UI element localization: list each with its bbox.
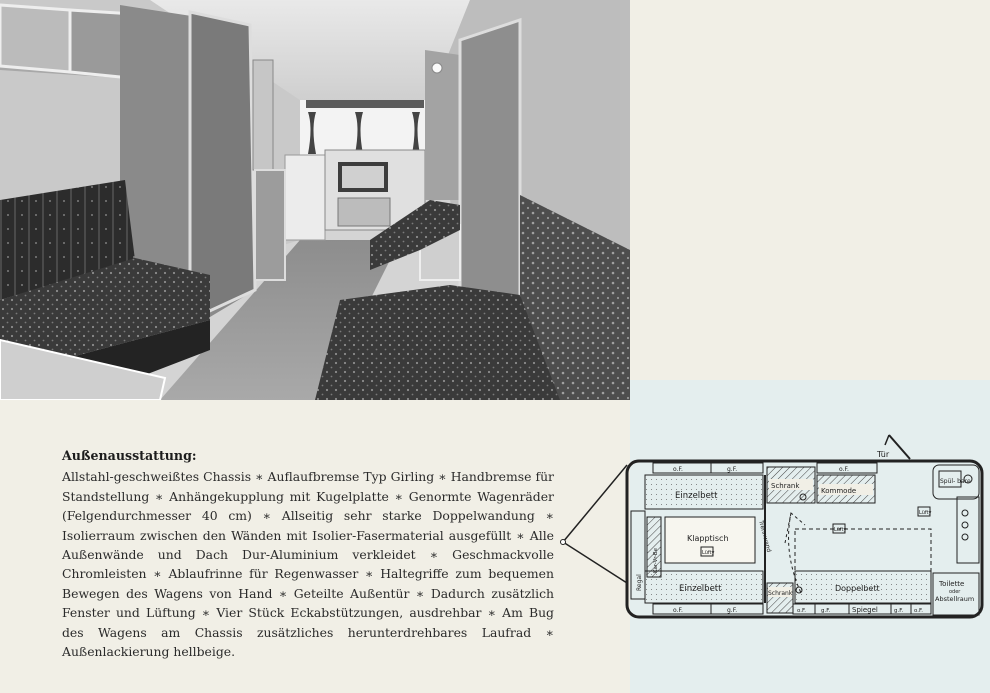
exterior-features-section bbox=[62, 446, 554, 661]
bottom-glass-2: g.F. bbox=[821, 608, 831, 614]
bottom-upper-cabinet-1: o.F. bbox=[673, 607, 683, 614]
mirror-label: Spiegel bbox=[852, 606, 878, 614]
top-upper-cabinet-1: o.F. bbox=[673, 466, 683, 473]
section-heading: Außenausstattung: bbox=[62, 448, 197, 463]
vent-label-3: Lüfty bbox=[702, 550, 715, 556]
top-glass-1: g.F. bbox=[727, 466, 738, 473]
shelf-label: Regal bbox=[636, 574, 643, 591]
single-bed-top-label: Einzelbett bbox=[675, 491, 718, 501]
door-leaf bbox=[889, 435, 910, 459]
sink-label: Spül- bare bbox=[940, 478, 971, 485]
wardrobe-bottom-label: Schrank bbox=[768, 590, 793, 597]
single-bed-bottom-label: Einzelbett bbox=[679, 584, 722, 594]
floor-plan-diagram bbox=[555, 433, 987, 623]
toilet-label-1: Toilette bbox=[939, 580, 965, 588]
bottom-upper-cabinet-3: o.F. bbox=[914, 608, 924, 614]
bottom-upper-cabinet-2: o.F. bbox=[797, 608, 807, 614]
vent-label-2: Lüfty bbox=[834, 527, 847, 533]
wardrobe-top-label: Schrank bbox=[771, 482, 800, 490]
vent-label-1: Lüfty bbox=[919, 510, 932, 516]
caravan-interior-photo bbox=[0, 0, 630, 400]
table-label: Klapptisch bbox=[687, 534, 729, 543]
top-upper-cabinet-2: o.F. bbox=[839, 466, 849, 473]
dresser-label: Kommode bbox=[821, 487, 857, 495]
double-bed-label: Doppelbett bbox=[835, 584, 880, 593]
cabinet-right-label: Kar-Vr-Be bbox=[653, 547, 659, 573]
bottom-glass-3: g.F. bbox=[894, 608, 904, 614]
drawbar bbox=[563, 465, 627, 583]
door-label: Tür bbox=[877, 450, 890, 459]
partition-label: Trennwand bbox=[757, 519, 773, 554]
section-body: Allstahl-geschweißtes Chassis ∗ Auflaufbremse Typ Girling ∗ Handbremse für Standstellung ∗ Anhängekupplung mit Kugelplatte ∗ Genormte Wagenräder (Felgendurchmesser 40 cm) ∗ Allseitig sehr starke Doppelwandung ∗ Isolierraum zwischen den Wänden mit Isolier-Fasermaterial ausgefüllt ∗ Alle Außenwände und Dach Dur-Aluminium verkleidet ∗ Geschmackvolle Chromleisten ∗ Ablaufrinne für Regenwasser ∗ Haltegriffe zum bequemen Bewegen des Wagens von Hand ∗ Geteilte Außentür ∗ Dadurch zusätzlich Fenster und Lüftung ∗ Vier Stück Eckabstützungen, ausdrehbar ∗ Am Bug des Wagens am Chassis zusätzliches herunterdrehbares Laufrad ∗ Außenlackierung hellbeige. bbox=[62, 469, 554, 660]
toilet-label-2: oder bbox=[949, 589, 961, 595]
toilet-label-3: Abstellraum bbox=[935, 595, 975, 603]
bottom-glass-1: g.F. bbox=[727, 607, 738, 614]
